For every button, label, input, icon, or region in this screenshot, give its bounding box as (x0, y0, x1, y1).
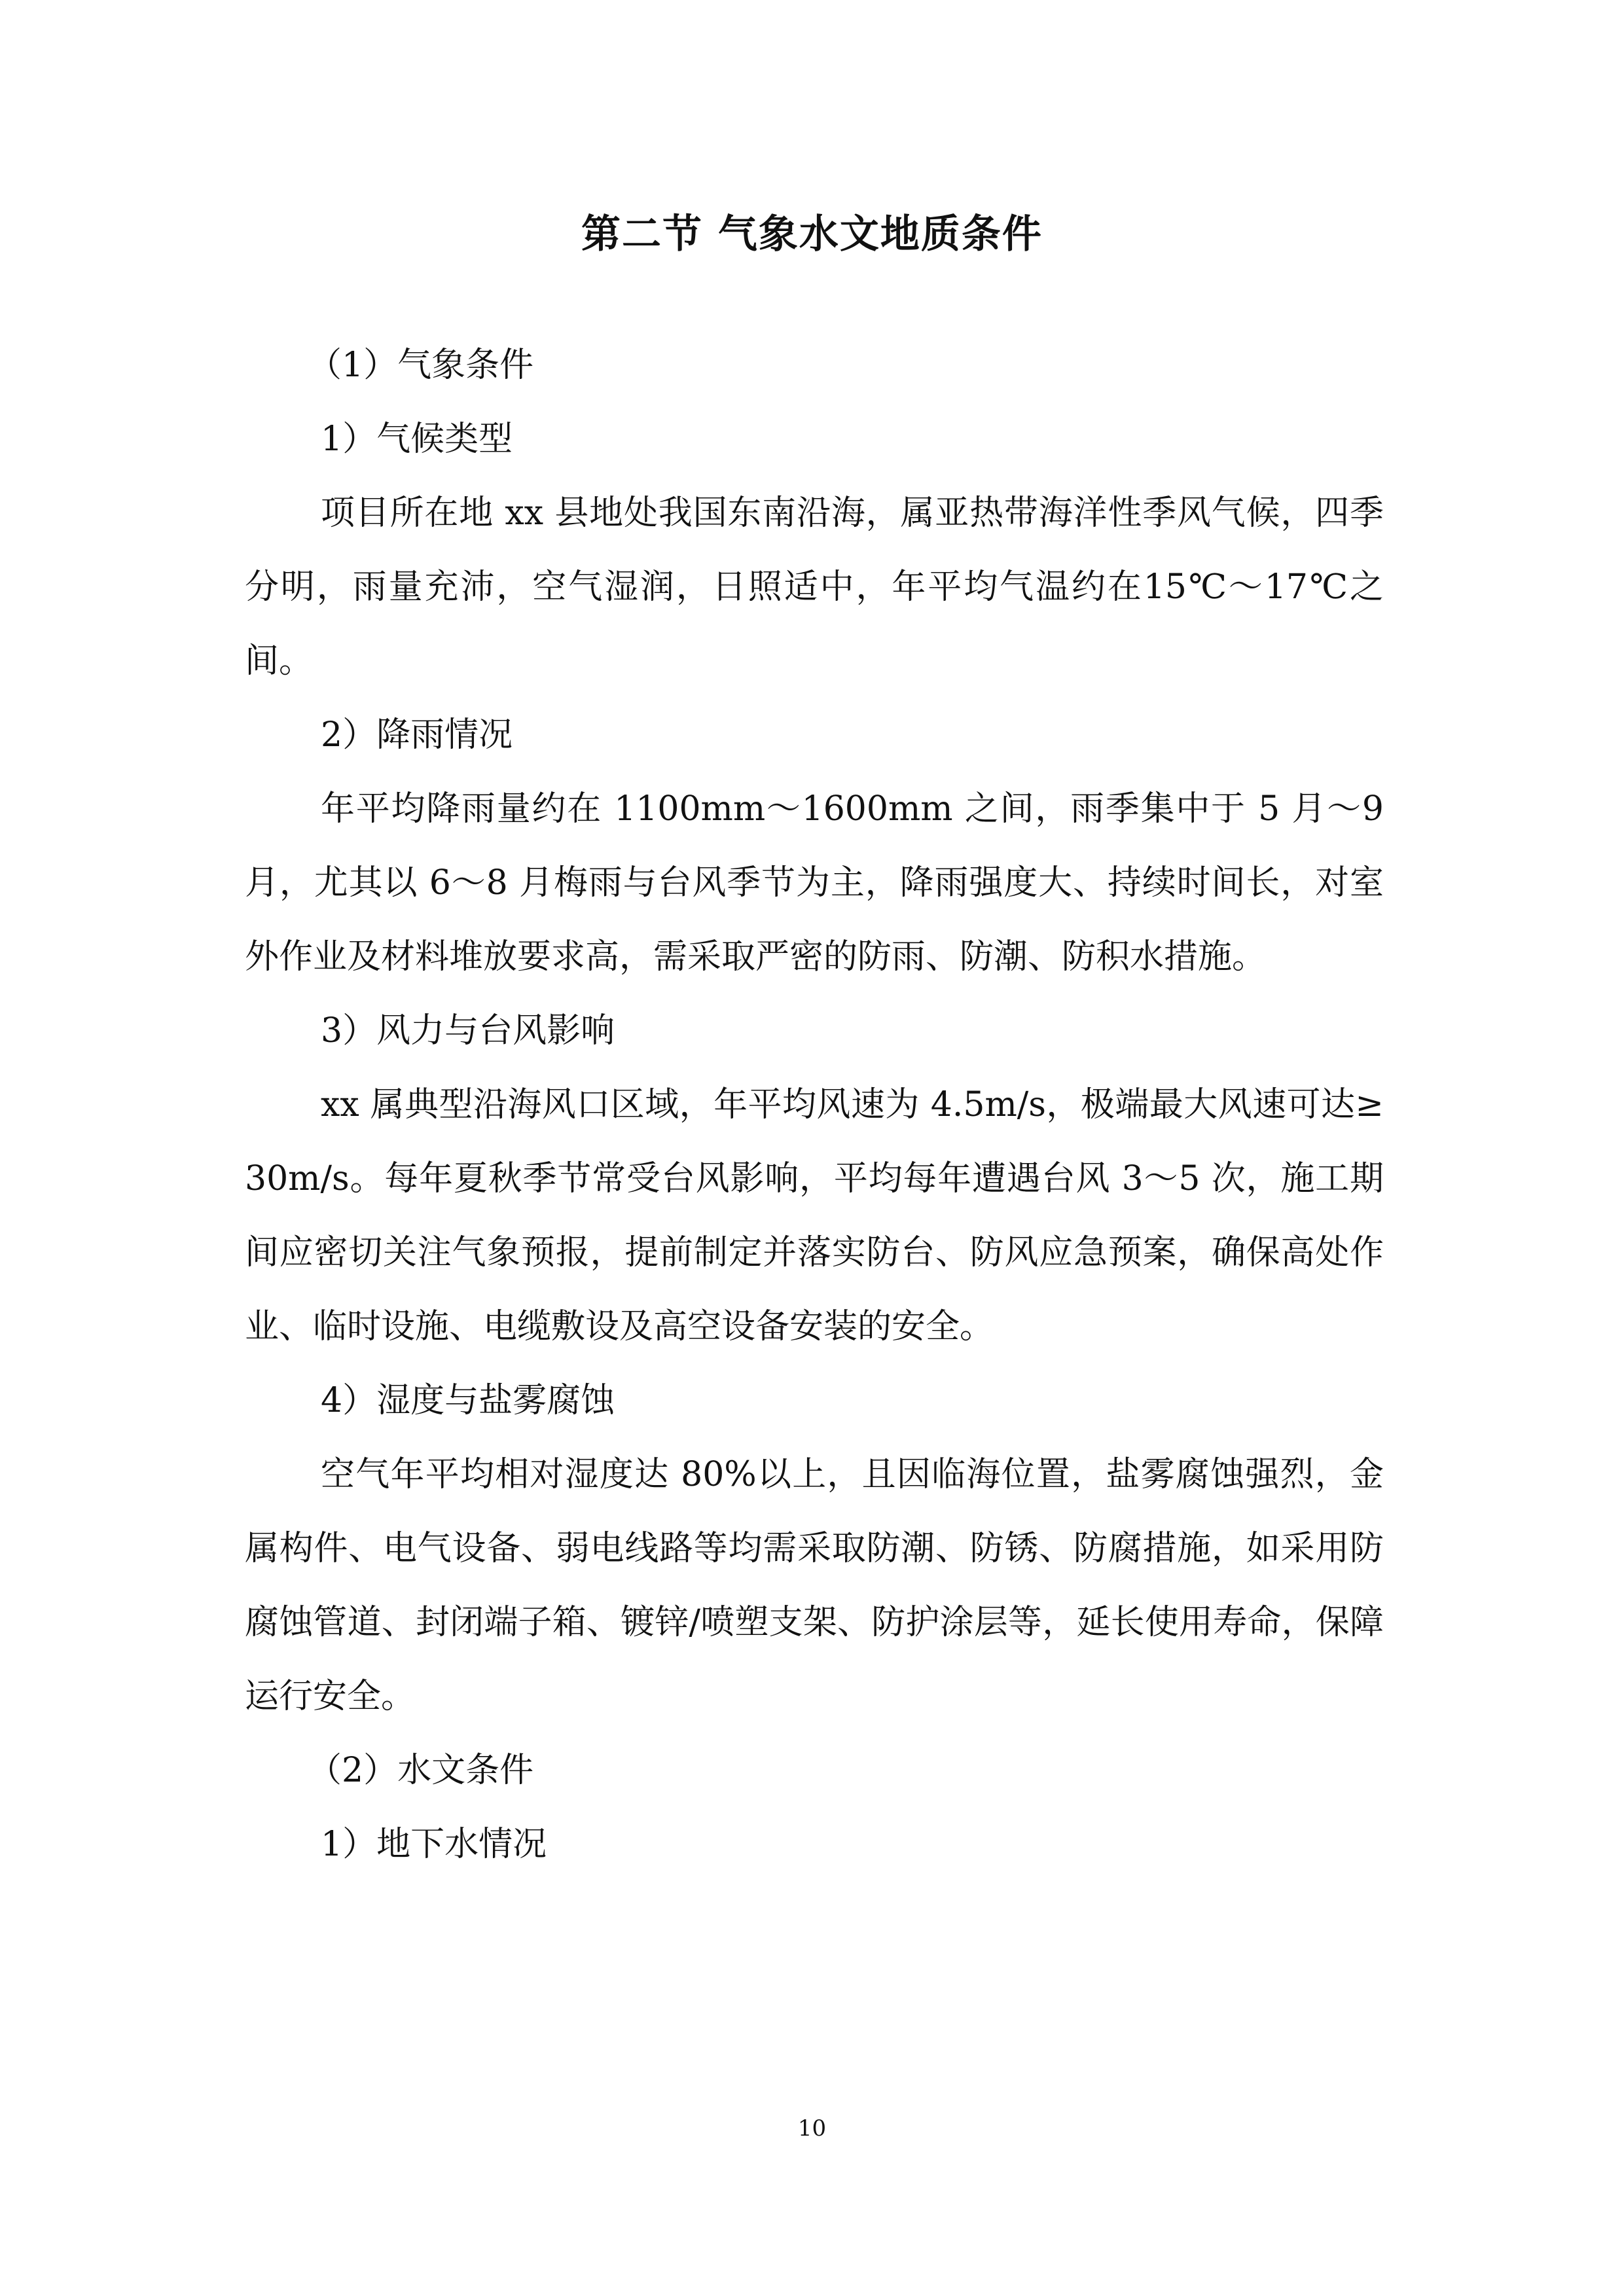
paragraph-rainfall: 年平均降雨量约在 1100mm～1600mm 之间，雨季集中于 5 月～9 月，尤其以 6～8 月梅雨与台风季节为主，降雨强度大、持续时间长，对室外作业及材料堆放要求高，需采取严密的防雨、防潮、防积水措施。 (245, 789, 1384, 977)
paragraph-climate-type: 项目所在地 xx 县地处我国东南沿海，属亚热带海洋性季风气候，四季分明，雨量充沛，空气湿润，日照适中，年平均气温约在15℃～17℃之间。 (245, 493, 1384, 681)
heading-wind-typhoon: 3）风力与台风影响 (321, 1011, 615, 1050)
section-title: 第二节 气象水文地质条件 (581, 211, 1043, 257)
heading-climate-type: 1）气候类型 (321, 420, 513, 459)
heading-hydrological-conditions: （2）水文条件 (308, 1751, 534, 1790)
paragraph-humidity-salt-fog: 空气年平均相对湿度达 80%以上，且因临海位置，盐雾腐蚀强烈，金属构件、电气设备、弱电线路等均需采取防潮、防锈、防腐措施，如采用防腐蚀管道、封闭端子箱、镀锌/喷塑支架、防护涂层等，延长使用寿命，保障运行安全。 (245, 1455, 1384, 1716)
heading-groundwater: 1）地下水情况 (321, 1825, 547, 1864)
heading-meteorological-conditions: （1）气象条件 (308, 346, 534, 385)
paragraph-wind-typhoon: xx 属典型沿海风口区域，年平均风速为 4.5m/s，极端最大风速可达≥30m/s。每年夏秋季节常受台风影响，平均每年遭遇台风 3～5 次，施工期间应密切关注气象预报，提前制定并落实防台、防风应急预案，确保高处作业、临时设施、电缆敷设及高空设备安装的安全。 (245, 1085, 1384, 1346)
page-number: 10 (797, 2115, 827, 2142)
body-text (245, 329, 1384, 1882)
heading-humidity-salt-fog: 4）湿度与盐雾腐蚀 (321, 1381, 615, 1420)
heading-rainfall: 2）降雨情况 (321, 715, 513, 755)
